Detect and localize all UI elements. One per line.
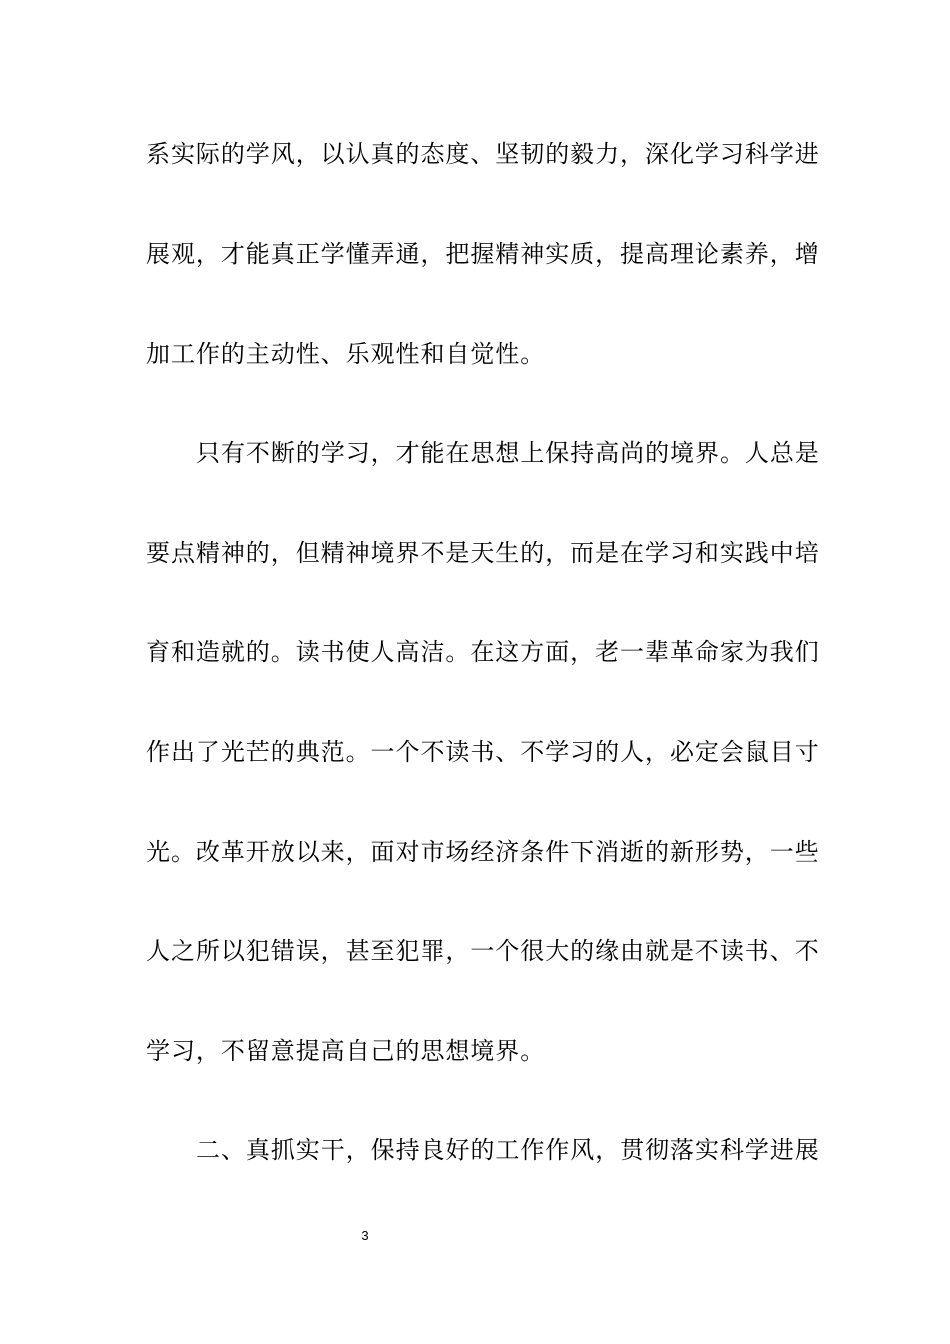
text-line: 系实际的学风，以认真的态度、坚韧的毅力，深化学习科学进 — [146, 140, 820, 168]
text-line: 展观，才能真正学懂弄通，把握精神实质，提高理论素养，增 — [146, 240, 820, 268]
text-line: 光。改革开放以来，面对市场经济条件下消逝的新形势，一些 — [146, 838, 820, 866]
section-heading-line: 二、真抓实干，保持良好的工作作风，贯彻落实科学进展 — [196, 1136, 820, 1164]
text-line: 加工作的主动性、乐观性和自觉性。 — [146, 340, 546, 368]
page-number: 3 — [361, 1228, 369, 1243]
text-line: 人之所以犯错误，甚至犯罪，一个很大的缘由就是不读书、不 — [146, 937, 820, 965]
text-line: 要点精神的，但精神境界不是天生的，而是在学习和实践中培 — [146, 539, 820, 567]
text-line: 学习，不留意提高自己的思想境界。 — [146, 1037, 546, 1065]
text-line: 作出了光芒的典范。一个不读书、不学习的人，必定会鼠目寸 — [146, 738, 820, 766]
text-line: 育和造就的。读书使人高洁。在这方面，老一辈革命家为我们 — [146, 638, 820, 666]
paragraph-first-line: 只有不断的学习，才能在思想上保持高尚的境界。人总是 — [196, 439, 820, 467]
